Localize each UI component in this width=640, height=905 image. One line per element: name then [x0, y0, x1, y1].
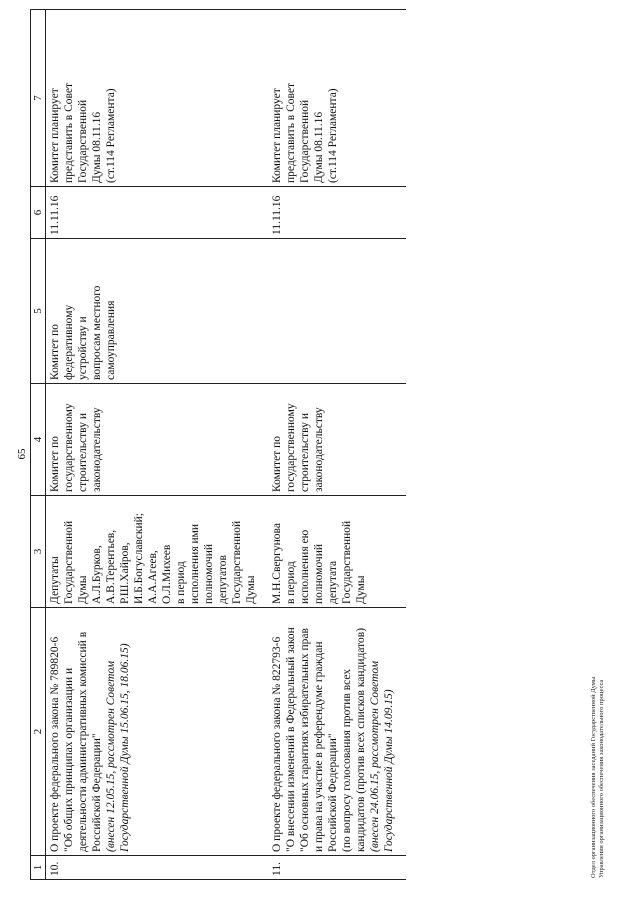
cell-line: 11.11.16: [271, 195, 283, 235]
committee-cell: [46, 384, 269, 496]
cell-line: в период: [285, 561, 297, 604]
bill-title-cell: [46, 608, 269, 856]
co-committee-cell: [268, 239, 406, 384]
column-header: 7: [31, 10, 46, 187]
co-committee-cell: [46, 239, 269, 384]
table-row: [46, 10, 269, 880]
row-number: [46, 856, 269, 880]
cell-line: исполнения ею: [299, 529, 311, 604]
cell-line: вопросам местного: [91, 285, 103, 380]
cell-line: Думы: [77, 575, 89, 604]
cell-line: законодательству: [91, 407, 103, 492]
cell-line: строительству и: [77, 413, 89, 492]
cell-line: "Об общих принципах организации и: [63, 667, 75, 852]
note-cell: [268, 10, 406, 187]
cell-note-line: (внесен 24.06.15, рассмотрен Советом: [369, 660, 381, 852]
cell-line: в период: [175, 561, 187, 604]
cell-line: Государственной: [77, 99, 89, 183]
cell-line: Государственной: [231, 520, 243, 604]
date-cell: [268, 187, 406, 239]
cell-line: А.А.Агеев,: [147, 550, 159, 604]
row-number: [268, 856, 406, 880]
date-cell: [46, 187, 269, 239]
cell-line: полномочий: [313, 544, 325, 604]
column-header: 2: [31, 608, 46, 856]
cell-line: Депутаты: [49, 556, 61, 604]
cell-line: Думы 08.11.16: [313, 111, 325, 183]
cell-line: Государственной: [63, 520, 75, 604]
cell-line: (ст.114 Регламента): [105, 88, 117, 183]
cell-note-line: Государственной Думы 15.06.15, 18.06.15): [119, 643, 131, 852]
cell-line: полномочий: [203, 544, 215, 604]
column-header: 3: [31, 496, 46, 608]
column-header: 6: [31, 187, 46, 239]
cell-line: А.Л.Бурков,: [91, 545, 103, 604]
cell-line: государственному: [63, 403, 75, 492]
footer-note: [590, 518, 606, 878]
cell-line: Комитет планирует: [271, 88, 283, 183]
cell-line: представить в Совет: [63, 82, 75, 183]
cell-line: Думы 08.11.16: [91, 111, 103, 183]
cell-line: Комитет по: [271, 436, 283, 492]
bill-title-cell: [268, 608, 406, 856]
cell-line: (ст.114 Регламента): [327, 88, 339, 183]
initiator-cell: [46, 496, 269, 608]
cell-line: государственному: [285, 403, 297, 492]
column-header: 5: [31, 239, 46, 384]
cell-line: Российской Федерации": [327, 733, 339, 852]
cell-line: А.В.Терентьев,: [105, 529, 117, 604]
cell-note-line: Государственной Думы 14.09.15): [383, 689, 395, 852]
cell-line: Российской Федерации": [91, 733, 103, 852]
cell-line: И.Б.Богуславский;: [133, 513, 145, 604]
table-header-row: [31, 10, 46, 880]
cell-line: представить в Совет: [285, 82, 297, 183]
cell-line: Думы: [245, 575, 257, 604]
cell-line: "Об основных гарантиях избирательных прав: [299, 628, 311, 852]
cell-line: (по вопросу голосования против всех: [341, 668, 353, 852]
cell-line: Комитет по: [49, 324, 61, 380]
table-row: [268, 10, 406, 880]
schedule-table: [30, 9, 406, 880]
cell-line: Комитет планирует: [49, 88, 61, 183]
cell-line: 11.11.16: [49, 195, 61, 235]
cell-line: "О внесении изменений в Федеральный закон: [285, 627, 297, 852]
cell-line: Государственной: [341, 520, 353, 604]
cell-line: О.Л.Михеев: [161, 544, 173, 604]
cell-line: строительству и: [299, 413, 311, 492]
committee-cell: [268, 384, 406, 496]
cell-line: 11.: [271, 862, 283, 876]
cell-line: федеративному: [63, 304, 75, 380]
rotated-page: [30, 0, 630, 880]
cell-line: исполнения ими: [189, 523, 201, 604]
cell-line: законодательству: [313, 407, 325, 492]
column-header: 4: [31, 384, 46, 496]
cell-line: устройству и: [77, 316, 89, 380]
cell-line: депутата: [327, 560, 339, 604]
cell-line: и права на участие в референдуме граждан: [313, 641, 325, 852]
page-number: 65: [16, 448, 28, 460]
cell-line: О проекте федерального закона № 822793-6: [271, 636, 283, 852]
column-header: 1: [31, 856, 46, 880]
cell-line: Государственной: [299, 99, 311, 183]
cell-line: Р.Ш.Хайров,: [119, 542, 131, 604]
cell-line: О проекте федерального закона № 789820-6: [49, 636, 61, 852]
cell-line: самоуправления: [105, 300, 117, 380]
cell-line: депутатов: [217, 555, 229, 604]
cell-line: М.Н.Свергунова: [271, 523, 283, 604]
cell-line: 10.: [49, 861, 61, 876]
cell-line: деятельности административных комиссий в: [77, 631, 89, 852]
cell-line: кандидатов (против всех списков кандидатов): [355, 627, 367, 852]
note-cell: [46, 10, 269, 187]
cell-line: Думы: [355, 575, 367, 604]
cell-line: Комитет по: [49, 436, 61, 492]
cell-note-line: (внесен 12.05.15, рассмотрен Советом: [105, 660, 117, 852]
footer-line: Управления организационного обеспечения законодательного процесса: [598, 679, 605, 878]
footer-line: Отдел организационного обеспечения заседаний Государственной Думы: [590, 676, 597, 878]
initiator-cell: [268, 496, 406, 608]
